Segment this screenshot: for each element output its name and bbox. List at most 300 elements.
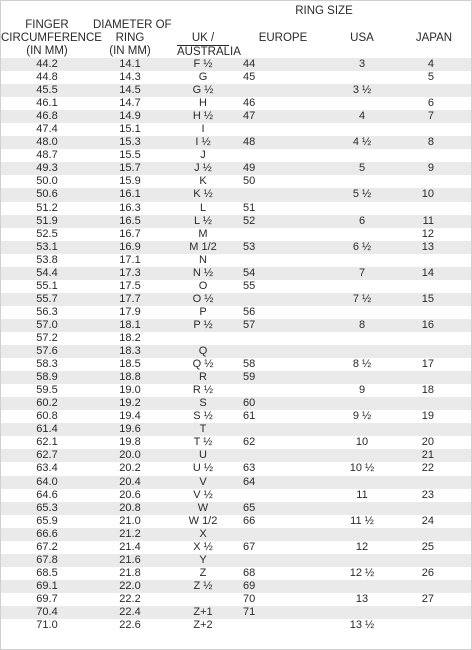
ring-diameter-cell: 18.5 xyxy=(119,358,141,371)
table-row xyxy=(1,345,471,358)
europe-size-cell: 59 xyxy=(243,371,256,384)
japan-size-cell: 19 xyxy=(421,410,434,423)
usa-size-cell xyxy=(327,580,397,593)
table-row xyxy=(1,136,471,149)
table-row xyxy=(1,436,471,449)
ring-diameter-cell: 17.1 xyxy=(119,253,141,266)
table-row xyxy=(1,228,471,241)
europe-size-cell xyxy=(239,123,327,136)
uk-size-cell: T ½ xyxy=(193,436,213,449)
finger-circumference-cell: 57.0 xyxy=(36,318,58,331)
usa-size-cell: 6 ½ xyxy=(352,240,372,253)
ring-diameter-cell: 14.5 xyxy=(119,84,141,97)
finger-circumference-cell: 51.2 xyxy=(36,201,58,214)
finger-circumference-cell: 68.5 xyxy=(36,566,58,579)
uk-size-cell: G xyxy=(198,71,208,84)
uk-size-cell: R xyxy=(199,371,207,384)
usa-size-cell xyxy=(327,228,397,241)
japan-size-cell xyxy=(397,202,471,215)
table-row xyxy=(1,502,471,515)
finger-circumference-cell: 64.0 xyxy=(36,475,58,488)
table-row xyxy=(1,619,471,632)
japan-size-cell: 4 xyxy=(427,58,434,70)
europe-size-cell xyxy=(239,228,327,241)
finger-circumference-cell: 60.2 xyxy=(36,397,58,410)
japan-size-cell xyxy=(397,149,471,162)
uk-size-cell: V ½ xyxy=(193,488,213,501)
uk-size-cell: J ½ xyxy=(194,162,212,175)
ring-diameter-cell: 20.8 xyxy=(119,501,141,514)
europe-size-cell: 63 xyxy=(243,462,256,475)
table-row xyxy=(1,332,471,345)
finger-circumference-cell: 44.8 xyxy=(36,71,58,84)
finger-circumference-cell: 61.4 xyxy=(36,423,58,436)
table-row xyxy=(1,358,471,371)
finger-circumference-cell: 50.0 xyxy=(36,175,58,188)
uk-size-cell: S xyxy=(199,397,207,410)
finger-circumference-cell: 67.8 xyxy=(36,553,58,566)
finger-circumference-cell: 46.8 xyxy=(36,110,58,123)
ring-diameter-cell: 18.3 xyxy=(119,345,141,358)
usa-header: USA xyxy=(350,32,374,44)
japan-size-cell xyxy=(397,332,471,345)
uk-size-cell: K ½ xyxy=(193,188,213,201)
uk-size-cell: I xyxy=(201,123,205,136)
usa-size-cell xyxy=(327,254,397,267)
table-row xyxy=(1,58,471,71)
table-row xyxy=(1,162,471,175)
uk-size-cell: F ½ xyxy=(193,58,213,70)
japan-size-cell xyxy=(397,123,471,136)
ring-diameter-cell: 15.3 xyxy=(119,136,141,149)
diameter-header-line-1: DIAMETER OF xyxy=(93,19,172,31)
uk-size-cell: R ½ xyxy=(192,384,214,397)
europe-size-cell: 58 xyxy=(243,358,256,371)
uk-size-cell: P ½ xyxy=(193,318,213,331)
finger-circumference-cell: 62.7 xyxy=(36,449,58,462)
finger-header-line-1: FINGER xyxy=(25,19,69,31)
europe-size-cell xyxy=(239,345,327,358)
europe-size-cell: 45 xyxy=(243,71,256,84)
uk-size-cell xyxy=(167,332,239,345)
usa-size-cell xyxy=(327,554,397,567)
europe-size-cell: 71 xyxy=(243,605,256,618)
finger-circumference-cell: 48.0 xyxy=(36,136,58,149)
table-row xyxy=(1,371,471,384)
ring-diameter-cell: 17.5 xyxy=(119,279,141,292)
ring-diameter-cell: 18.1 xyxy=(119,318,141,331)
japan-size-cell: 13 xyxy=(421,240,434,253)
japan-size-cell xyxy=(397,554,471,567)
finger-circumference-cell: 58.3 xyxy=(36,358,58,371)
uk-size-cell: Z+1 xyxy=(193,605,213,618)
uk-size-cell: M 1/2 xyxy=(189,240,217,253)
table-row xyxy=(1,554,471,567)
usa-size-cell: 3 xyxy=(358,58,366,70)
japan-size-cell: 14 xyxy=(421,266,434,279)
uk-size-cell: H xyxy=(199,97,207,110)
finger-circumference-cell: 64.6 xyxy=(36,488,58,501)
japan-size-cell: 18 xyxy=(421,384,434,397)
table-row xyxy=(1,462,471,475)
finger-circumference-cell: 69.7 xyxy=(36,592,58,605)
japan-size-cell xyxy=(397,306,471,319)
europe-size-cell: 55 xyxy=(243,279,256,292)
usa-size-cell: 7 xyxy=(358,266,366,279)
europe-size-cell: 66 xyxy=(243,514,256,527)
japan-size-cell xyxy=(397,606,471,619)
japan-size-cell: 23 xyxy=(421,488,434,501)
ring-diameter-cell: 19.0 xyxy=(119,384,141,397)
japan-header: JAPAN xyxy=(415,32,453,44)
ring-diameter-cell: 16.5 xyxy=(119,214,141,227)
usa-size-cell xyxy=(327,371,397,384)
table-row xyxy=(1,476,471,489)
diameter-header-line-3: (IN MM) xyxy=(109,45,151,57)
uk-header-line-2: AUSTRALIA xyxy=(177,46,241,58)
japan-size-cell: 26 xyxy=(421,566,434,579)
usa-size-cell: 13 xyxy=(355,592,369,605)
finger-circumference-cell: 62.1 xyxy=(36,436,58,449)
ring-diameter-cell: 22.4 xyxy=(119,605,141,618)
europe-size-cell: 44 xyxy=(243,58,256,70)
usa-size-cell: 11 xyxy=(356,488,368,501)
finger-circumference-cell: 54.4 xyxy=(36,266,58,279)
japan-size-cell xyxy=(397,476,471,489)
usa-size-cell xyxy=(327,449,397,462)
finger-circumference-cell: 65.9 xyxy=(36,514,58,527)
ring-diameter-cell: 21.6 xyxy=(119,553,141,566)
table-row xyxy=(1,254,471,267)
ring-size-group-header: RING SIZE xyxy=(295,5,353,17)
uk-size-cell: O xyxy=(198,279,208,292)
ring-diameter-header xyxy=(93,19,172,58)
uk-size-cell: O ½ xyxy=(192,292,214,305)
japan-size-cell: 22 xyxy=(421,462,434,475)
usa-size-cell: 9 ½ xyxy=(352,410,372,423)
uk-size-cell: Q ½ xyxy=(192,358,214,371)
usa-size-cell: 8 ½ xyxy=(352,358,372,371)
ring-diameter-cell: 15.5 xyxy=(119,149,141,162)
japan-size-cell: 20 xyxy=(421,436,434,449)
usa-size-cell: 8 xyxy=(358,318,366,331)
finger-circumference-cell: 67.2 xyxy=(36,540,58,553)
finger-circumference-cell: 55.1 xyxy=(36,279,58,292)
ring-diameter-cell: 14.7 xyxy=(119,97,141,110)
diameter-header-line-2: RING xyxy=(115,32,145,44)
usa-size-cell xyxy=(327,123,397,136)
uk-size-cell: L xyxy=(199,201,207,214)
usa-size-cell xyxy=(327,606,397,619)
table-row xyxy=(1,71,471,84)
uk-size-cell: M xyxy=(198,227,208,240)
europe-size-cell: 68 xyxy=(243,566,256,579)
ring-diameter-cell: 19.8 xyxy=(119,436,141,449)
ring-diameter-cell: 19.4 xyxy=(119,410,141,423)
europe-size-cell xyxy=(239,149,327,162)
japan-size-cell xyxy=(397,254,471,267)
usa-size-cell: 3 ½ xyxy=(352,84,372,97)
uk-size-cell: N ½ xyxy=(192,266,214,279)
uk-size-cell: Z xyxy=(199,566,207,579)
ring-diameter-cell: 16.1 xyxy=(119,188,141,201)
table-row xyxy=(1,175,471,188)
europe-size-cell: 57 xyxy=(243,318,256,331)
table-row xyxy=(1,84,471,97)
table-row xyxy=(1,515,471,528)
uk-size-cell: Z ½ xyxy=(193,579,213,592)
japan-size-cell: 21 xyxy=(421,449,434,462)
japan-size-cell: 12 xyxy=(421,227,434,240)
finger-circumference-header xyxy=(1,19,102,58)
table-row xyxy=(1,188,471,201)
finger-circumference-cell: 55.7 xyxy=(36,292,58,305)
ring-diameter-cell: 18.2 xyxy=(119,331,141,344)
usa-size-cell xyxy=(327,423,397,436)
finger-header-line-2: CIRCUMFERENCE xyxy=(1,32,102,44)
finger-circumference-cell: 53.1 xyxy=(36,240,58,253)
finger-circumference-cell: 52.5 xyxy=(36,227,58,240)
ring-diameter-cell: 14.1 xyxy=(119,58,141,70)
japan-size-cell: 10 xyxy=(421,188,434,201)
table-row xyxy=(1,319,471,332)
europe-size-cell: 67 xyxy=(243,540,256,553)
uk-size-cell: W xyxy=(197,501,209,514)
table-row xyxy=(1,593,471,606)
uk-size-cell xyxy=(167,593,239,606)
europe-size-cell: 60 xyxy=(243,397,256,410)
ring-diameter-cell: 15.7 xyxy=(119,162,141,175)
europe-size-cell: 51 xyxy=(243,201,256,214)
usa-size-cell xyxy=(327,149,397,162)
ring-diameter-cell: 20.6 xyxy=(119,488,141,501)
japan-size-cell: 9 xyxy=(427,162,434,175)
table-row xyxy=(1,149,471,162)
europe-size-cell: 62 xyxy=(243,436,256,449)
uk-size-cell: K xyxy=(199,175,207,188)
usa-size-cell: 5 xyxy=(358,162,366,175)
table-row xyxy=(1,580,471,593)
japan-size-cell: 17 xyxy=(421,358,434,371)
ring-diameter-cell: 15.1 xyxy=(119,123,141,136)
table-row xyxy=(1,449,471,462)
finger-circumference-cell: 46.1 xyxy=(36,97,58,110)
europe-size-cell: 61 xyxy=(243,410,256,423)
finger-circumference-cell: 45.5 xyxy=(36,84,58,97)
europe-size-cell xyxy=(239,528,327,541)
ring-diameter-cell: 21.0 xyxy=(119,514,141,527)
europe-size-cell: 69 xyxy=(243,579,256,592)
uk-size-cell: N xyxy=(199,253,207,266)
finger-circumference-cell: 63.4 xyxy=(36,462,58,475)
japan-size-cell xyxy=(397,397,471,410)
finger-circumference-cell: 69.1 xyxy=(36,579,58,592)
japan-size-cell: 5 xyxy=(427,71,434,84)
finger-header-line-3: (IN MM) xyxy=(26,45,68,57)
usa-size-cell: 6 xyxy=(358,214,366,227)
finger-circumference-cell: 44.2 xyxy=(36,58,58,70)
uk-size-cell: G ½ xyxy=(192,84,214,97)
europe-size-cell xyxy=(239,84,327,97)
japan-size-cell xyxy=(397,371,471,384)
usa-size-cell: 7 ½ xyxy=(352,292,372,305)
japan-size-cell xyxy=(397,619,471,632)
table-row xyxy=(1,293,471,306)
uk-size-cell: X ½ xyxy=(193,540,213,553)
uk-australia-header xyxy=(167,32,239,58)
table-row xyxy=(1,606,471,619)
finger-circumference-cell: 49.3 xyxy=(36,162,58,175)
japan-size-cell: 8 xyxy=(427,136,434,149)
finger-circumference-cell: 57.6 xyxy=(36,345,58,358)
table-row xyxy=(1,280,471,293)
ring-diameter-cell: 15.9 xyxy=(119,175,141,188)
uk-size-cell: U ½ xyxy=(192,462,214,475)
usa-size-cell xyxy=(327,345,397,358)
uk-size-cell: Z+2 xyxy=(193,619,213,632)
ring-diameter-cell: 21.4 xyxy=(119,540,141,553)
usa-size-cell xyxy=(327,332,397,345)
uk-size-cell: V xyxy=(199,475,207,488)
usa-size-cell xyxy=(327,280,397,293)
table-row xyxy=(1,97,471,110)
japan-size-cell: 16 xyxy=(421,318,434,331)
finger-circumference-cell: 47.4 xyxy=(36,123,58,136)
ring-diameter-cell: 14.9 xyxy=(119,110,141,123)
europe-size-cell: 48 xyxy=(243,136,256,149)
ring-diameter-cell: 18.8 xyxy=(119,371,141,384)
usa-size-cell: 9 xyxy=(358,384,366,397)
europe-size-cell xyxy=(239,293,327,306)
europe-size-cell: 52 xyxy=(243,214,256,227)
table-row xyxy=(1,489,471,502)
usa-size-cell: 5 ½ xyxy=(352,188,372,201)
table-row xyxy=(1,541,471,554)
europe-size-cell xyxy=(239,554,327,567)
japan-size-cell xyxy=(397,84,471,97)
table-row xyxy=(1,123,471,136)
europe-size-cell: 56 xyxy=(243,305,256,318)
europe-size-cell: 54 xyxy=(243,266,256,279)
usa-size-cell: 13 ½ xyxy=(349,619,375,632)
ring-diameter-cell: 19.2 xyxy=(119,397,141,410)
finger-circumference-cell: 48.7 xyxy=(36,149,58,162)
ring-diameter-cell: 22.0 xyxy=(119,579,141,592)
finger-circumference-cell: 70.4 xyxy=(36,605,58,618)
table-row xyxy=(1,215,471,228)
europe-size-cell: 53 xyxy=(243,240,256,253)
japan-size-cell: 25 xyxy=(421,540,434,553)
europe-size-cell: 65 xyxy=(243,501,256,514)
finger-circumference-cell: 66.6 xyxy=(36,527,58,540)
usa-size-cell: 4 ½ xyxy=(352,136,372,149)
finger-circumference-cell: 59.5 xyxy=(36,384,58,397)
ring-diameter-cell: 19.6 xyxy=(119,423,141,436)
uk-size-cell: P xyxy=(199,305,207,318)
usa-size-cell: 4 xyxy=(358,110,366,123)
finger-circumference-cell: 53.8 xyxy=(36,253,58,266)
table-row xyxy=(1,423,471,436)
ring-diameter-cell: 20.0 xyxy=(119,449,141,462)
europe-size-cell: 47 xyxy=(243,110,256,123)
ring-diameter-cell: 21.8 xyxy=(119,566,141,579)
finger-circumference-cell: 56.3 xyxy=(36,305,58,318)
japan-size-cell xyxy=(397,280,471,293)
usa-size-cell xyxy=(327,397,397,410)
uk-size-cell: Q xyxy=(198,345,208,358)
japan-size-cell: 27 xyxy=(421,592,434,605)
europe-size-cell xyxy=(239,254,327,267)
japan-size-cell xyxy=(397,580,471,593)
uk-size-cell: W 1/2 xyxy=(188,514,218,527)
europe-size-cell xyxy=(239,384,327,397)
japan-size-cell: 11 xyxy=(422,214,434,227)
table-row xyxy=(1,410,471,423)
usa-size-cell xyxy=(327,306,397,319)
table-body xyxy=(1,58,471,632)
japan-size-cell xyxy=(397,528,471,541)
europe-size-cell: 49 xyxy=(243,162,256,175)
japan-size-cell: 24 xyxy=(421,514,434,527)
europe-size-cell xyxy=(239,489,327,502)
europe-size-cell: 50 xyxy=(243,175,256,188)
usa-size-cell xyxy=(327,202,397,215)
finger-circumference-cell: 58.9 xyxy=(36,371,58,384)
table-row xyxy=(1,110,471,123)
europe-header: EUROPE xyxy=(258,32,308,44)
usa-size-cell: 12 ½ xyxy=(349,566,375,579)
ring-diameter-cell: 20.2 xyxy=(119,462,141,475)
uk-size-cell: S ½ xyxy=(193,410,213,423)
usa-size-cell xyxy=(327,97,397,110)
usa-size-cell: 11 ½ xyxy=(350,514,374,527)
ring-diameter-cell: 22.2 xyxy=(119,592,141,605)
japan-size-cell xyxy=(397,423,471,436)
finger-circumference-cell: 71.0 xyxy=(36,619,58,632)
table-row xyxy=(1,306,471,319)
uk-header-line-1: UK / xyxy=(191,32,215,44)
uk-size-cell: L ½ xyxy=(194,214,212,227)
ring-diameter-cell: 16.9 xyxy=(119,240,141,253)
ring-diameter-cell: 20.4 xyxy=(119,475,141,488)
usa-size-cell xyxy=(327,528,397,541)
europe-size-cell: 70 xyxy=(243,592,256,605)
ring-diameter-cell: 17.3 xyxy=(119,266,141,279)
japan-size-cell xyxy=(397,175,471,188)
usa-size-cell xyxy=(327,175,397,188)
ring-diameter-cell: 17.7 xyxy=(119,292,141,305)
usa-size-cell xyxy=(327,476,397,489)
table-row xyxy=(1,384,471,397)
table-row xyxy=(1,397,471,410)
uk-size-cell: J xyxy=(200,149,206,162)
japan-size-cell: 15 xyxy=(421,292,434,305)
ring-diameter-cell: 16.7 xyxy=(119,227,141,240)
europe-size-cell xyxy=(239,423,327,436)
ring-diameter-cell: 16.3 xyxy=(119,201,141,214)
europe-size-cell xyxy=(239,332,327,345)
europe-size-cell: 64 xyxy=(243,475,256,488)
finger-circumference-cell: 65.3 xyxy=(36,501,58,514)
finger-circumference-cell: 50.6 xyxy=(36,188,58,201)
table-row xyxy=(1,267,471,280)
finger-circumference-cell: 60.8 xyxy=(36,410,58,423)
uk-size-cell: I ½ xyxy=(195,136,211,149)
uk-size-cell: Y xyxy=(199,553,207,566)
ring-diameter-cell: 21.2 xyxy=(119,527,141,540)
table-row xyxy=(1,528,471,541)
europe-size-cell xyxy=(239,188,327,201)
